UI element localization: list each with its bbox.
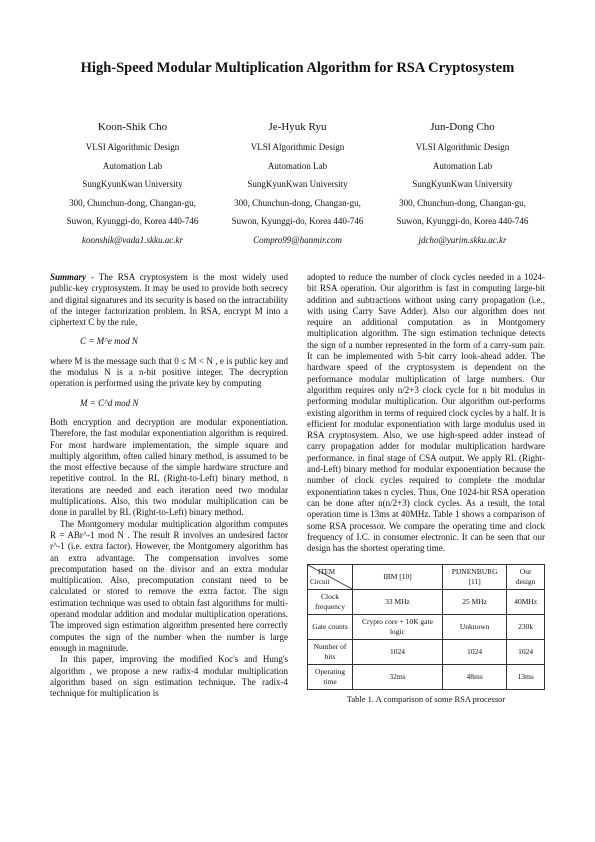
author-email[interactable]: jdcho@yurim.skku.ac.kr bbox=[418, 234, 507, 245]
table-header-row bbox=[308, 565, 545, 590]
corner-bottom-label: Circuit bbox=[310, 578, 330, 587]
author-name: Jun-Dong Cho bbox=[430, 121, 495, 133]
author-email[interactable]: koonshik@vada1.skku.ac.kr bbox=[82, 234, 183, 245]
author-email[interactable]: Compro99@hanmir.com bbox=[253, 234, 342, 245]
author-2 bbox=[215, 118, 380, 249]
row-label: Number of bits bbox=[308, 640, 353, 665]
table-row bbox=[308, 640, 545, 665]
table-row bbox=[308, 590, 545, 615]
table-cell: 1024 bbox=[353, 640, 443, 665]
body-paragraph: The Montgomery modular multiplication algorithm computes R = ABr^-1 mod N . The result R involves an undesired factor r^-1 (i.e. extra factor). However, the Montgomery algorithm has an extra advantage. The compensation involves some precomputation based on the divisor and an extra modular multiplication. Also, precomputation constant need to be calculated or stored to remove the extra factor. The sign estimation technique was used to obtain fast algorithms for multi-operand modular addition and modular multiplication operations. The improved sign estimation algorithm presented here correctly computes the sign of the number when the number is large enough in magnitude. bbox=[50, 518, 288, 653]
affiliation-line: Suwon, Kyunggi-do, Korea 440-746 bbox=[66, 216, 199, 226]
left-column bbox=[50, 272, 288, 699]
author-3 bbox=[380, 118, 545, 249]
equation-decrypt: M = C^d mod N bbox=[80, 397, 139, 408]
affiliation-line: 300, Chunchun-dong, Changan-gu, bbox=[69, 197, 196, 208]
table-cell: 25 MHz bbox=[442, 590, 506, 615]
body-paragraph: where M is the message such that 0 ≤ M < N , e is public key and the modulus N is a n-bit positive integer. The decryption operation is performed using the private key by computing bbox=[50, 355, 288, 389]
table-cell: 1024 bbox=[442, 640, 506, 665]
table-cell: 13ms bbox=[507, 665, 545, 690]
summary-text: - The RSA cryptosystem is the most widely used public-key cryptosystem. It may be used to provide both secrecy and digital signatures and its security is based on the intractability of the integer factorization problem. In RSA, encrypt M into a ciphertext C by the rule, bbox=[50, 272, 288, 328]
table-header-cell: Our design bbox=[507, 565, 545, 590]
row-label: Gate counts bbox=[308, 615, 353, 640]
table-cell: 32ms bbox=[353, 665, 443, 690]
table-caption: Table 1. A comparison of some RSA processor bbox=[346, 694, 506, 705]
author-block bbox=[50, 118, 545, 249]
affiliation-line: Suwon, Kyunggi-do, Korea 440-746 bbox=[231, 216, 364, 226]
table-row bbox=[308, 615, 545, 640]
table-row bbox=[308, 665, 545, 690]
row-label: Operating time bbox=[308, 665, 353, 690]
comparison-table bbox=[307, 564, 545, 690]
table-cell: 48ms bbox=[442, 665, 506, 690]
equation-encrypt: C = M^e mod N bbox=[80, 336, 138, 347]
table-header-cell: IBM [10] bbox=[353, 565, 443, 590]
affiliation-line: 300, Chunchun-dong, Changan-gu, bbox=[234, 197, 361, 208]
paper-title: High-Speed Modular Multiplication Algorithm for RSA Cryptosystem bbox=[80, 60, 515, 76]
table-header-cell: PIJNENBURG [11] bbox=[442, 565, 506, 590]
affiliation-line: Automation Lab bbox=[102, 160, 163, 171]
affiliation-line: SungKyunKwan University bbox=[247, 179, 348, 189]
body-paragraph: adopted to reduce the number of clock cycles needed in a 1024-bit RSA operation. Our algorithm is fast in computing large-bit addition and subtractions without using carry propagation (i.e., with using Carry Save Adder). Also our algorithm does not require an additional computation as in Montgomery multiplication algorithm. The sign estimation technique detects the sign of a number represented in the form of a carry-sum pair. It can be implemented with 5-bit carry look-ahead adder. The hardware speed of the cryptosystem is dependent on the performance modular multiplication of large numbers. Our algorithm requires only n/2+3 clock cycle for n bit modulus in performing modular multiplication. Our algorithm out-performs existing algorithm in terms of required clock cycles by a half. It is efficient for modular exponentiation with large modulus used in RSA cryptosystem. Also, we use high-speed adder instead of carry propagation adder for modular multiplication hardware performance. in final stage of CSA output. We apply RL (Right-and-Left) binary method for modular exponentiation because the number of clock cycles required to complete the modular exponentiation takes n cycles. Thus, One 1024-bit RSA operation can be done after n(n/2+3) clock cycles. As a result, the total operation time is 13ms at 40MHz. Table 1 shows a comparison of some RSA processor. We compare the operating time and clock frequency of I.C. in consumer electronic. It can be seen that our design has the shortest operating time. bbox=[307, 272, 545, 554]
table-cell: Unknown bbox=[442, 615, 506, 640]
right-column bbox=[307, 272, 545, 706]
affiliation-line: Suwon, Kyunggi-do, Korea 440-746 bbox=[396, 216, 529, 226]
affiliation-line: VLSI Algorithmic Design bbox=[85, 142, 180, 152]
corner-top-label: ITEM bbox=[318, 568, 336, 577]
summary-paragraph bbox=[50, 272, 288, 328]
table-corner-cell bbox=[308, 565, 353, 590]
affiliation-line: SungKyunKwan University bbox=[412, 179, 513, 189]
table-cell: 40MHz bbox=[507, 590, 545, 615]
author-name: Je-Hyuk Ryu bbox=[268, 121, 327, 133]
affiliation-line: VLSI Algorithmic Design bbox=[250, 142, 345, 152]
affiliation-line: SungKyunKwan University bbox=[82, 179, 183, 189]
affiliation-line: Automation Lab bbox=[432, 160, 493, 171]
body-paragraph: Both encryption and decryption are modular exponentiation. Therefore, the fast modular exponentiation algorithm is required. For most hardware implementation, the simple square and multiply algorithm, often called binary method, is assumed to be the most effective because of the simple hardware structure and repetitive control. In the RL (Right-to-Left) binary method, n iterations are needed and each iteration need two modular multiplications. Also, this two modular multiplication can be done in parallel by RL (Right-to-Left) binary method. bbox=[50, 416, 288, 518]
table-cell: Crypto core + 10K gate logic bbox=[353, 615, 443, 640]
affiliation-line: 300, Chunchun-dong, Changan-gu, bbox=[399, 197, 526, 208]
table-cell: 230k bbox=[507, 615, 545, 640]
author-name: Koon-Shik Cho bbox=[97, 121, 168, 133]
author-1 bbox=[50, 118, 215, 249]
affiliation-line: VLSI Algorithmic Design bbox=[415, 142, 510, 152]
body-paragraph: In this paper, improving the modified Koc's and Hung's algorithm , we propose a new radix-4 modular multiplication algorithm based on sign estimation technique. The radix-4 technique for multiplication is bbox=[50, 654, 288, 699]
affiliation-line: Automation Lab bbox=[267, 160, 328, 171]
row-label: Clock frequency bbox=[308, 590, 353, 615]
summary-label: Summary bbox=[50, 272, 87, 282]
table-cell: 1024 bbox=[507, 640, 545, 665]
table-cell: 33 MHz bbox=[353, 590, 443, 615]
